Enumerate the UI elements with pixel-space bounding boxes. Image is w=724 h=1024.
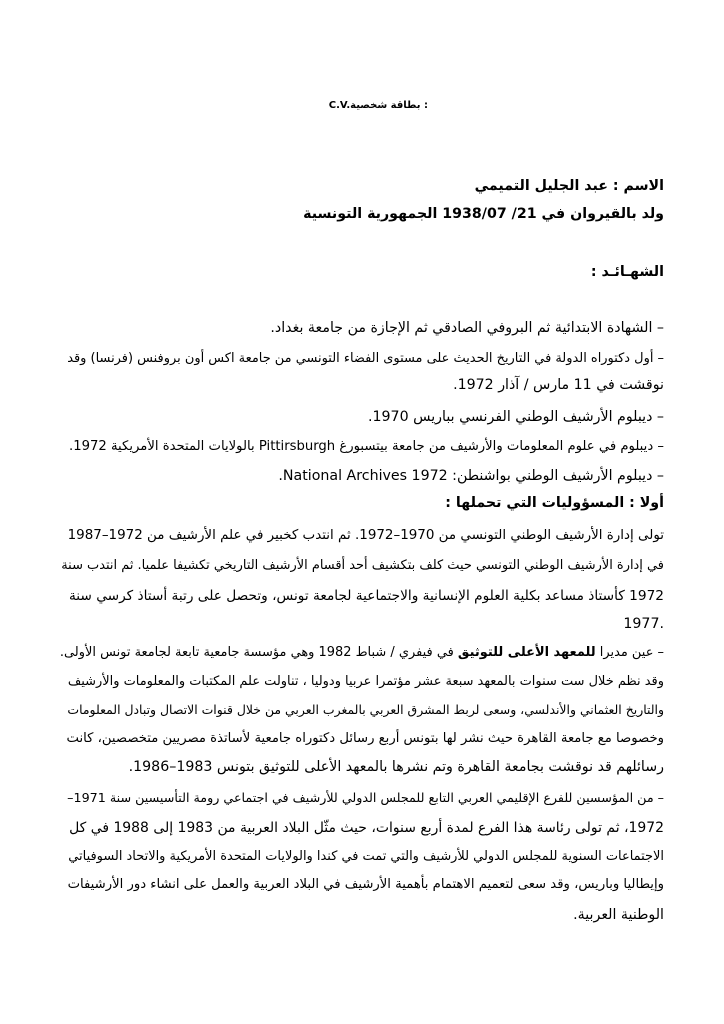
paragraph-line: الوطنية العربية. — [573, 907, 664, 923]
degree-item: – أول دكتوراه الدولة في التاريخ الحديث على مستوى الفضاء التونسي من جامعة اكس أون بروفنس (فرنسا) وقد — [67, 351, 664, 366]
degree-item: – الشهادة الابتدائية ثم البروفي الصادقي ثم الإجازة من جامعة بغداد. — [270, 320, 664, 336]
birth-line: ولد بالقيروان في 21/ 1938/07 الجمهورية التونسية — [303, 206, 664, 222]
paragraph-text: – عين مديرا — [595, 645, 664, 660]
cv-title: C.V.بطاقة شخصية : — [328, 100, 428, 111]
paragraph-line: والتاريخ العثماني والأندلسي، وسعى لربط المشرق العربي بالمغرب العربي من خلال قنوات الاتصال وتبادل المعلومات — [67, 702, 664, 717]
paragraph-line: الاجتماعات السنوية للمجلس الدولي للأرشيف والتي تمت في كندا والولايات المتحدة الأمريكية والاتحاد السوفياتي — [68, 849, 664, 864]
paragraph-line: وقد نظم خلال ست سنوات بالمعهد سبعة عشر مؤتمرا عربيا ودوليا ، تناولت علم المكتبات والمعلومات والأرشيف — [67, 674, 664, 689]
paragraph-text: في فيفري / شباط 1982 وهي مؤسسة جامعية تابعة لجامعة تونس الأولى. — [59, 645, 458, 660]
paragraph-line — [60, 643, 664, 663]
paragraph-line: 1972 كأستاذ مساعد بكلية العلوم الإنسانية والاجتماعية لجامعة تونس، وتحصل على رتبة أستاذ كرسي سنة — [68, 588, 664, 604]
paragraph-line: وخصوصا مع جامعة القاهرة حيث نشر لها بتونس أربع رسائل دكتوراه جامعية لأساتذة مصريين متخصصين، كانت — [66, 731, 664, 746]
paragraph-line: 1972، ثم تولى رئاسة هذا الفرع لمدة أربع سنوات، حيث مثّل البلاد العربية من 1983 إلى 1988 في كل — [69, 820, 664, 836]
degree-item: – ديبلوم الأرشيف الوطني الفرنسي بباريس 1970. — [367, 409, 664, 425]
paragraph-line: في إدارة الأرشيف الوطني التونسي حيث كلف بتكشيف أحد أقسام الأرشيف التاريخي تكشيفا علميا. ثم انتدب سنة — [61, 558, 664, 573]
paragraph-line: وإيطاليا وباريس، وقد سعى لتعميم الاهتمام بأهمية الأرشيف في البلاد العربية والعمل على انشاء دور الأرشيفات — [67, 877, 664, 892]
name-line: الاسم : عبد الجليل التميمي — [474, 178, 664, 194]
degrees-heading: الشهـائـد : — [590, 264, 664, 280]
paragraph-line: – من المؤسسين للفرع الإقليمي العربي التابع للمجلس الدولي للأرشيف في اجتماعي رومة التأسيسين سنة 1971– — [67, 790, 664, 805]
paragraph-line: رسائلهم قد نوقشت بجامعة القاهرة وتم نشرها بالمعهد الأعلى للتوثيق بتونس 1983–1986. — [128, 759, 664, 775]
institute-name: للمعهد الأعلى للتوثيق — [457, 645, 596, 660]
degree-item: نوقشت في 11 مارس / آذار 1972. — [453, 377, 664, 393]
paragraph-line: 1977. — [623, 616, 664, 632]
degree-item: – ديبلوم في علوم المعلومات والأرشيف من جامعة بيتسبورغ Pittirsburgh بالولايات المتحدة الأمريكية 1972. — [69, 439, 664, 454]
paragraph-line: تولى إدارة الأرشيف الوطني التونسي من 1970–1972. ثم انتدب كخبير في علم الأرشيف من 1972–1987 — [67, 528, 664, 543]
degree-item: – ديبلوم الأرشيف الوطني بواشنطن: 1972 National Archives. — [278, 468, 664, 484]
responsibilities-heading: أولا : المسؤوليات التي تحملها : — [445, 495, 664, 511]
